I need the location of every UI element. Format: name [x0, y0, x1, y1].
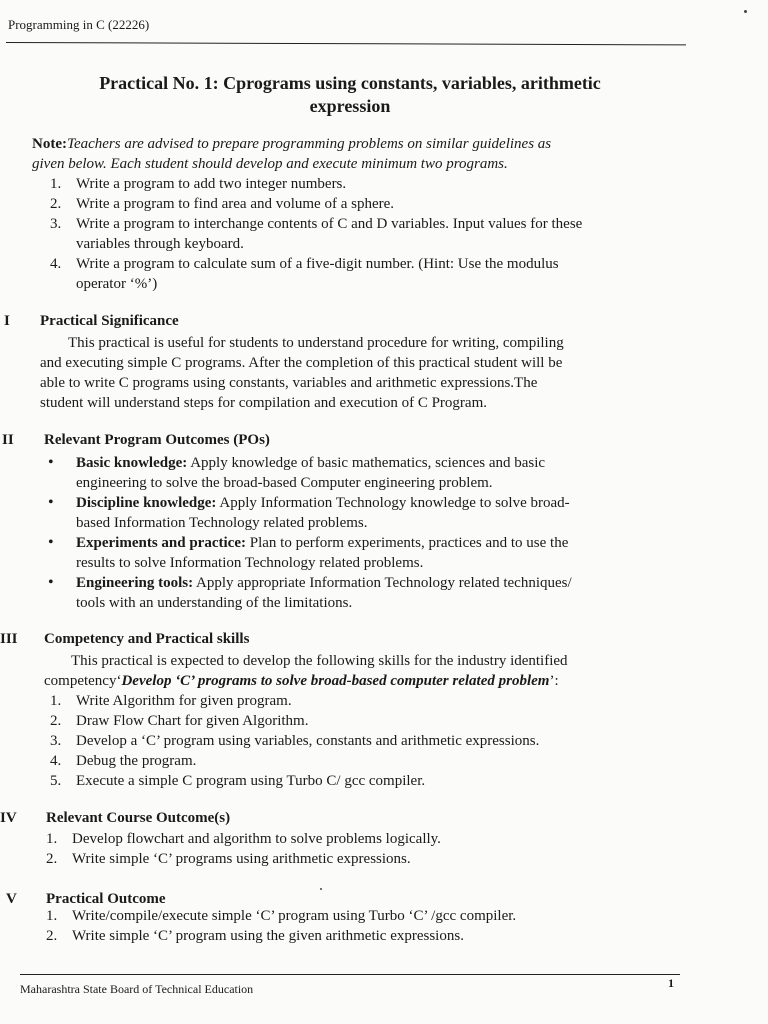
section-paragraph: This practical is useful for students to understand procedure for writing, compiling and executing simple C programs. After the completion of this practical student will be able to write C programs using constants, variables and arithmetic expressions.The student will understand steps for compilation and execution of C Program.	[40, 335, 564, 411]
list-item: 1. Develop flowchart and algorithm to solve problems logically.	[46, 831, 441, 847]
note-line-2: given below. Each student should develop and execute minimum two programs.	[32, 156, 508, 172]
section-number: V	[6, 891, 17, 907]
list-item: • Discipline knowledge: Apply Information Technology knowledge to solve broad- based Information Technology related problems.	[48, 494, 570, 531]
list-item: 3. Develop a ‘C’ program using variables, constants and arithmetic expressions.	[50, 733, 540, 749]
list-item: 4. Debug the program.	[50, 753, 197, 769]
list-item: 3. Write a program to interchange contents of C and D variables. Input values for these variables through keyboard.	[50, 216, 583, 252]
section-number: IV	[0, 810, 17, 826]
page-title	[40, 72, 660, 118]
footer-text: Maharashtra State Board of Technical Education	[20, 982, 254, 996]
list-item: 2. Write simple ‘C’ program using the given arithmetic expressions.	[46, 928, 464, 944]
note-label: Note:	[32, 136, 67, 152]
list-item: 2. Write simple ‘C’ programs using arithmetic expressions.	[46, 851, 411, 867]
scan-speck	[320, 888, 322, 890]
bullet-icon: •	[48, 574, 54, 591]
header-divider	[6, 42, 686, 45]
po-bullet-list	[48, 453, 682, 613]
section-heading: Competency and Practical skills	[44, 631, 250, 647]
page-title-line-1: Practical No. 1: Cprograms using constants, variables, arithmetic	[99, 73, 601, 93]
list-item: 5. Execute a simple C program using Turbo C/ gcc compiler.	[50, 773, 426, 789]
note-block	[32, 134, 672, 174]
list-item: • Experiments and practice: Plan to perform experiments, practices and to use the results to solve Information Technology related problems.	[48, 534, 569, 571]
program-list	[50, 174, 682, 294]
practical-outcome-list	[46, 906, 676, 946]
bullet-icon: •	[48, 534, 54, 551]
section-number: III	[0, 631, 18, 647]
course-outcome-list	[46, 829, 676, 869]
section-number: I	[4, 313, 10, 329]
list-item: 1. Write a program to add two integer numbers.	[50, 176, 347, 192]
section-number: II	[2, 432, 14, 448]
section-heading: Practical Significance	[40, 313, 179, 329]
list-item: • Engineering tools: Apply appropriate Information Technology related techniques/ tools with an understanding of the limitations.	[48, 574, 572, 611]
list-item: 4. Write a program to calculate sum of a five-digit number. (Hint: Use the modulus operator ‘%’)	[50, 256, 559, 292]
page-number: 1	[668, 976, 674, 990]
scan-speck	[744, 10, 747, 13]
list-item: 1. Write/compile/execute simple ‘C’ program using Turbo ‘C’ /gcc compiler.	[46, 908, 517, 924]
section-heading: Relevant Course Outcome(s)	[46, 810, 231, 826]
section-heading: Relevant Program Outcomes (POs)	[44, 432, 270, 448]
list-item: 2. Draw Flow Chart for given Algorithm.	[50, 713, 309, 729]
list-item: • Basic knowledge: Apply knowledge of basic mathematics, sciences and basic engineering to solve the broad-based Computer engineering problem.	[48, 454, 546, 491]
bullet-icon: •	[48, 454, 54, 471]
list-item: 1. Write Algorithm for given program.	[50, 693, 292, 709]
skills-list	[50, 691, 680, 791]
note-line-1: Teachers are advised to prepare programming problems on similar guidelines as	[66, 136, 552, 152]
section-heading: Practical Outcome	[46, 891, 166, 907]
bullet-icon: •	[48, 494, 54, 511]
running-header: Programming in C (22226)	[8, 17, 150, 32]
list-item: 2. Write a program to find area and volume of a sphere.	[50, 196, 395, 212]
footer-divider	[20, 974, 680, 975]
page-title-line-2: expression	[309, 96, 391, 116]
section-paragraph: This practical is expected to develop the following skills for the industry identified competency‘Develop ‘C’ programs to solve broad-based computer related problem’:	[44, 653, 568, 689]
competency-text: Develop ‘C’ programs to solve broad-based computer related problem	[121, 673, 550, 689]
